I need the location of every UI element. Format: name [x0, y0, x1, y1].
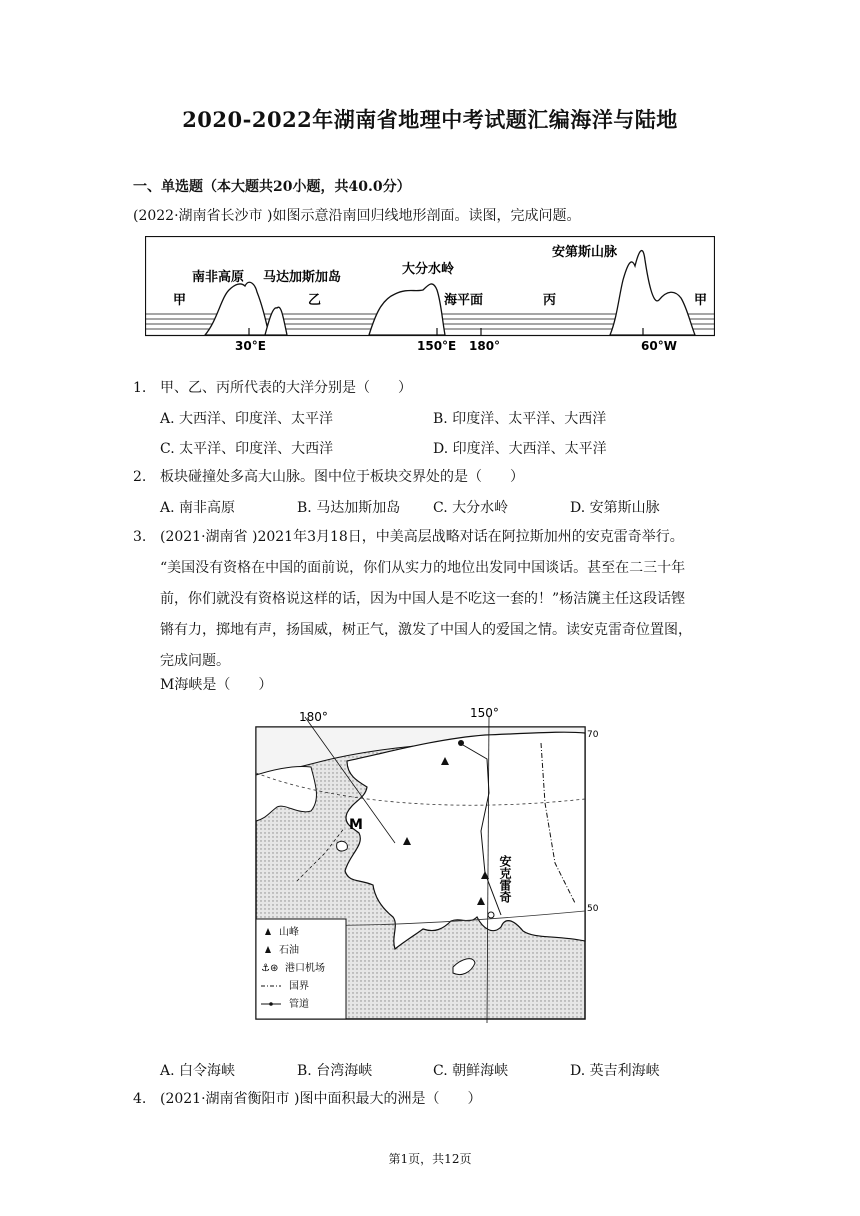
option-a[interactable] [160, 1060, 235, 1080]
map-lat-70: 70 [587, 730, 599, 740]
label-sea-level: 海平面 [444, 293, 484, 308]
option-text: 白令海峡 [179, 1063, 236, 1079]
label-south-africa-plateau: 南非高原 [192, 270, 245, 285]
option-a[interactable] [160, 497, 235, 517]
question-stem: 甲、乙、丙所代表的大洋分别是（ ） [160, 380, 412, 396]
option-letter: D. [570, 1063, 586, 1079]
option-d[interactable] [570, 497, 660, 517]
legend-oil: 石油 [279, 945, 299, 956]
tick-150e: 150°E [417, 339, 457, 353]
option-d[interactable] [433, 438, 607, 458]
passage-line: 完成问题。 [160, 653, 230, 669]
map-label-m: M [349, 817, 363, 833]
passage-line: (2021·湖南省 )2021年3月18日，中美高层战略对话在阿拉斯加州的安克雷奇举行。 [160, 529, 684, 545]
option-text: 大西洋、印度洋、太平洋 [179, 411, 334, 427]
label-andes: 安第斯山脉 [552, 245, 618, 260]
option-text: 朝鲜海峡 [452, 1063, 509, 1079]
option-text: 南非高原 [179, 500, 236, 516]
label-bing: 丙 [543, 293, 557, 308]
option-text: 太平洋、印度洋、大西洋 [179, 441, 334, 457]
option-letter: B. [433, 411, 448, 427]
passage-line: “美国没有资格在中国的面前说，你们从实力的地位出发同中国谈话。甚至在二三十年 [160, 560, 686, 576]
option-letter: A. [160, 500, 175, 516]
question-stem: (2021·湖南省衡阳市 )图中面积最大的洲是（ ） [160, 1091, 482, 1107]
option-letter: C. [160, 441, 175, 457]
section-heading: 一、单选题（本大题共20小题，共40.0分） [133, 179, 411, 195]
island-shape [337, 841, 348, 851]
option-letter: C. [433, 500, 448, 516]
option-b[interactable] [433, 408, 606, 428]
anchorage-location-map [255, 703, 600, 1028]
label-jia-left: 甲 [173, 293, 187, 308]
option-letter: D. [570, 500, 586, 516]
option-text: 安第斯山脉 [589, 500, 660, 516]
option-text: 台湾海峡 [316, 1063, 373, 1079]
page-footer: 第1页，共12页 [388, 1152, 472, 1166]
tick-180: 180° [469, 339, 501, 353]
option-text: 马达加斯加岛 [316, 500, 401, 516]
tick-30e: 30°E [235, 339, 266, 353]
terrain-profile-figure [145, 236, 715, 356]
question-number: 4. [133, 1091, 147, 1107]
label-great-dividing-range: 大分水岭 [402, 262, 455, 277]
question-number: 3. [133, 529, 147, 545]
option-c[interactable] [433, 1060, 508, 1080]
option-b[interactable] [297, 497, 400, 517]
map-lon-180: 180° [299, 710, 328, 724]
option-letter: D. [433, 441, 449, 457]
question-number: 1. [133, 380, 147, 396]
tick-60w: 60°W [641, 339, 677, 353]
option-d[interactable] [570, 1060, 660, 1080]
option-b[interactable] [297, 1060, 372, 1080]
legend-border: 国界 [289, 981, 309, 992]
option-text: 大分水岭 [452, 500, 509, 516]
option-letter: A. [160, 1063, 175, 1079]
legend-peak: 山峰 [279, 927, 299, 938]
question-number: 2. [133, 469, 147, 485]
option-letter: B. [297, 1063, 312, 1079]
map-lon-150: 150° [470, 706, 499, 720]
question-stem: 板块碰撞处多高大山脉。图中位于板块交界处的是（ ） [160, 469, 524, 485]
map-label-anchorage: 安克雷奇 [498, 855, 512, 903]
anchorage-marker [488, 912, 494, 918]
page-title: 2020-2022年湖南省地理中考试题汇编海洋与陆地 [182, 107, 678, 132]
question-passage [160, 522, 735, 677]
passage-line: 前，你们就没有资格说这样的话，因为中国人是不吃这一套的！”杨洁篪主任这段话铿 [160, 591, 686, 607]
label-jia-right: 甲 [694, 293, 708, 308]
map-lat-50: 50 [587, 904, 599, 914]
port-airport-icon: ⚓⊛ [261, 963, 279, 974]
option-c[interactable] [433, 497, 508, 517]
option-text: 印度洋、太平洋、大西洋 [452, 411, 607, 427]
label-madagascar: 马达加斯加岛 [263, 270, 342, 285]
option-letter: C. [433, 1063, 448, 1079]
question-intro: (2022·湖南省长沙市 )如图示意沿南回归线地形剖面。读图，完成问题。 [133, 208, 581, 224]
option-a[interactable] [160, 408, 333, 428]
port-icon [458, 740, 464, 746]
question-sub-stem: M海峡是（ ） [160, 677, 273, 693]
label-yi: 乙 [308, 293, 322, 308]
option-text: 印度洋、大西洋、太平洋 [452, 441, 607, 457]
passage-line: 锵有力，掷地有声，扬国威，树正气，激发了中国人的爱国之情。读安克雷奇位置图， [160, 622, 692, 638]
option-letter: B. [297, 500, 312, 516]
legend-port-airport: 港口机场 [285, 963, 325, 974]
option-letter: A. [160, 411, 175, 427]
option-text: 英吉利海峡 [589, 1063, 660, 1079]
legend-pipeline: 管道 [289, 999, 309, 1010]
option-c[interactable] [160, 438, 333, 458]
